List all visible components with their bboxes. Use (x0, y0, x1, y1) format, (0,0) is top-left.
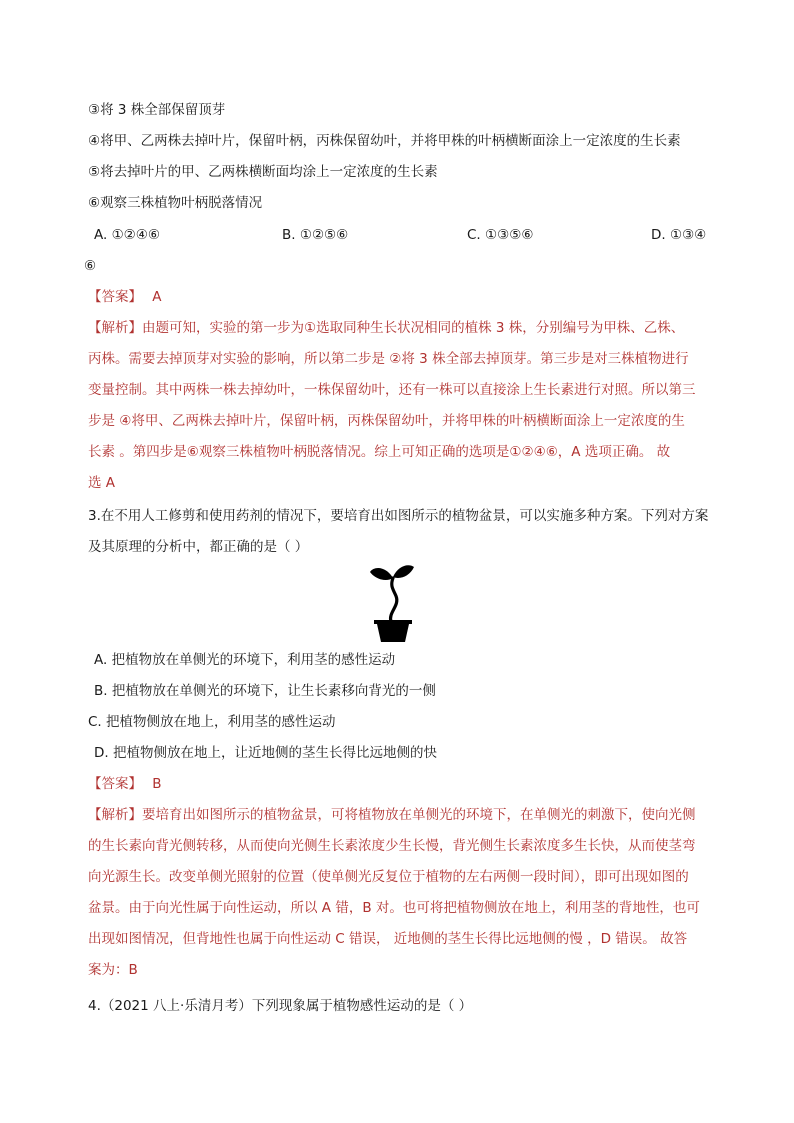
q3-option-a: A. 把植物放在单侧光的环境下，利用茎的感性运动 (94, 652, 396, 668)
q2-analysis-line-2: 丙株。需要去掉顶芽对实验的影响，所以第二步是 ②将 3 株全部去掉顶芽。第三步是对三株植物进行 (88, 351, 689, 367)
step-3: ③将 3 株全部保留顶芽 (88, 102, 226, 118)
q3-analysis-line-1: 【解析】要培育出如图所示的植物盆景，可将植物放在单侧光的环境下，在单侧光的刺激下，使向光侧 (88, 807, 696, 823)
answer-value: B (152, 776, 162, 792)
q2-option-d-wrap: ⑥ (84, 258, 97, 274)
answer-value: A (152, 289, 162, 305)
q2-option-d: D. ①③④ (651, 227, 707, 243)
q3-analysis-line-2: 的生长素向背光侧转移，从而使向光侧生长素浓度少生长慢，背光侧生长素浓度多生长快，从而使茎弯 (88, 838, 696, 854)
q2-analysis-line-4: 步是 ④将甲、乙两株去掉叶片，保留叶柄，丙株保留幼叶，并将甲株的叶柄横断面涂上一定浓度的生 (88, 413, 685, 429)
q2-analysis-line-6: 选 A (88, 475, 116, 491)
q4-stem: 4.（2021 八上·乐清月考）下列现象属于植物感性运动的是（ ） (88, 998, 473, 1014)
q2-analysis-line-5: 长素 。第四步是⑥观察三株植物叶柄脱落情况。综上可知正确的选项是①②④⑥，A 选项正确。 故 (88, 444, 671, 460)
q3-analysis-line-3: 向光源生长。改变单侧光照射的位置（使单侧光反复位于植物的左右两侧一段时间），即可出现如图的 (88, 869, 689, 885)
q3-stem-line-2: 及其原理的分析中，都正确的是（ ） (88, 539, 309, 555)
q3-analysis-line-4: 盆景。由于向光性属于向性运动，所以 A 错，B 对。也可将把植物侧放在地上，利用茎的背地性，也可 (88, 900, 700, 916)
q3-option-b: B. 把植物放在单侧光的环境下，让生长素移向背光的一侧 (94, 683, 436, 699)
analysis-label: 【解析】 (88, 320, 142, 336)
q2-analysis-line-1: 【解析】由题可知，实验的第一步为①选取同种生长状况相同的植株 3 株，分别编号为甲株、乙株、 (88, 320, 685, 336)
step-6: ⑥观察三株植物叶柄脱落情况 (88, 195, 263, 211)
q3-analysis-line-5: 出现如图情况，但背地性也属于向性运动 C 错误， 近地侧的茎生长得比远地侧的慢 ，D 错误。 故答 (88, 931, 688, 947)
q2-answer (88, 287, 162, 307)
q2-option-b: B. ①②⑤⑥ (282, 227, 349, 243)
q3-option-d: D. 把植物侧放在地上，让近地侧的茎生长得比远地侧的快 (94, 745, 437, 761)
potted-plant-figure (368, 562, 418, 644)
answer-label: 【答案】 (88, 289, 142, 305)
answer-label: 【答案】 (88, 776, 142, 792)
q2-option-c: C. ①③⑤⑥ (467, 227, 534, 243)
q2-option-a: A. ①②④⑥ (94, 227, 160, 243)
q3-option-c: C. 把植物侧放在地上，利用茎的感性运动 (88, 714, 336, 730)
q3-answer (88, 774, 162, 794)
q3-analysis-line-6: 案为：B (88, 962, 138, 978)
q3-stem-line-1: 3.在不用人工修剪和使用药剂的情况下，要培育出如图所示的植物盆景，可以实施多种方案。下列对方案 (88, 508, 709, 524)
q2-analysis-line-3: 变量控制。其中两株一株去掉幼叶，一株保留幼叶，还有一株可以直接涂上生长素进行对照。所以第三 (88, 382, 696, 398)
step-5: ⑤将去掉叶片的甲、乙两株横断面均涂上一定浓度的生长素 (88, 164, 438, 180)
analysis-label: 【解析】 (88, 807, 142, 823)
step-4: ④将甲、乙两株去掉叶片，保留叶柄，丙株保留幼叶，并将甲株的叶柄横断面涂上一定浓度的生长素 (88, 133, 681, 149)
